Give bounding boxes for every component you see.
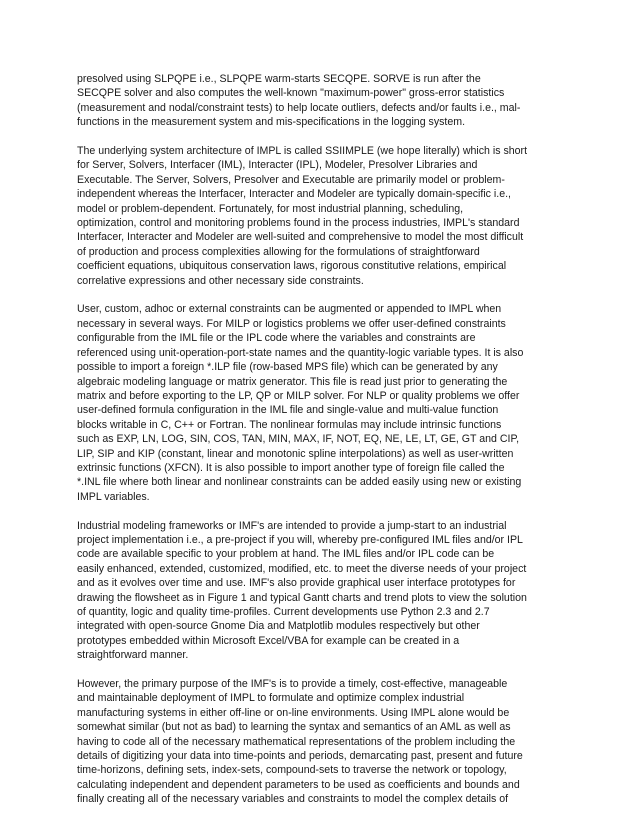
text-line: code are available specific to your problem at hand. The IML files and/or IPL code can be <box>77 548 495 561</box>
text-line: easily enhanced, extended, customized, modified, etc. to meet the diverse needs of your project <box>77 562 527 575</box>
text-line: project implementation i.e., a pre-project if you will, whereby pre-configured IML files and/or IPL <box>77 533 523 546</box>
paragraph-1 <box>77 72 567 130</box>
text-line: drawing the flowsheet as in Figure 1 and typical Gantt charts and trend plots to view the solution <box>77 591 527 604</box>
text-line: functions in the measurement system and mis-specifications in the logging system. <box>77 116 466 129</box>
text-line: necessary in several ways. For MILP or logistics problems we offer user-defined constraints <box>77 317 506 330</box>
text-line: such as EXP, LN, LOG, SIN, COS, TAN, MIN, MAX, IF, NOT, EQ, NE, LE, LT, GE, GT and CIP, <box>77 433 520 446</box>
text-line: details of digitizing your data into time-points and periods, demarcating past, present and future <box>77 750 523 763</box>
text-line: blocks writable in C, C++ or Fortran. The nonlinear formulas may include intrinsic functions <box>77 418 502 431</box>
paragraph-3 <box>77 302 567 504</box>
text-line: of production and process complexities allowing for the formulations of straightforward <box>77 245 480 258</box>
text-line: Interfacer, Interacter and Modeler are well-suited and comprehensive to model the most difficult <box>77 231 524 244</box>
text-line: configurable from the IML file or the IPL code where the variables and constraints are <box>77 332 476 345</box>
text-line: user-defined formula configuration in the IML file and single-value and multi-value function <box>77 404 499 417</box>
text-line: calculating independent and dependent parameters to be used as coefficients and bounds and <box>77 778 520 791</box>
text-line: referenced using unit-operation-port-state names and the quantity-logic variable types. It is also <box>77 346 524 359</box>
text-line: possible to import a foreign *.ILP file (row-based MPS file) which can be generated by any <box>77 361 498 374</box>
text-line: having to code all of the necessary mathematical representations of the problem including the <box>77 735 516 748</box>
text-line: algebraic modeling language or matrix generator. This file is read just prior to generating the <box>77 375 508 388</box>
text-line: However, the primary purpose of the IMF's is to provide a timely, cost-effective, manageable <box>77 678 508 690</box>
text-line: manufacturing systems in either off-line or on-line environments. Using IMPL alone would be <box>77 706 510 719</box>
paragraph-5 <box>77 677 567 807</box>
text-line: presolved using SLPQPE i.e., SLPQPE warm-starts SECQPE. SORVE is run after the <box>77 73 481 85</box>
paragraph-4 <box>77 519 567 663</box>
paragraph-2 <box>77 144 567 288</box>
text-line: IMPL variables. <box>77 490 150 503</box>
text-line: prototypes embedded within Microsoft Excel/VBA for example can be created in a <box>77 634 460 647</box>
text-line: for Server, Solvers, Interfacer (IML), Interacter (IPL), Modeler, Presolver Libraries and <box>77 159 478 172</box>
text-line: LIP, SIP and KIP (constant, linear and monotonic spline interpolations) as well as user-written <box>77 447 514 460</box>
text-line: straightforward manner. <box>77 649 189 662</box>
text-line: independent whereas the Interfacer, Interacter and Modeler are typically domain-specific i.e., <box>77 188 511 201</box>
text-line: integrated with open-source Gnome Dia and Matplotlib modules respectively but other <box>77 620 480 633</box>
text-line: extrinsic functions (XFCN). It is also possible to import another type of foreign file called the <box>77 461 505 474</box>
text-line: SECQPE solver and also computes the well-known "maximum-power" gross-error statistics <box>77 87 505 100</box>
text-line: finally creating all of the necessary variables and constraints to model the complex details of <box>77 793 509 806</box>
text-line: Executable. The Server, Solvers, Presolver and Executable are primarily model or problem- <box>77 173 505 186</box>
text-line: (measurement and nodal/constraint tests) to help locate outliers, defects and/or faults i.e., mal- <box>77 101 521 114</box>
text-line: correlative expressions and other necessary side constraints. <box>77 274 364 287</box>
text-line: time-horizons, defining sets, index-sets, compound-sets to traverse the network or topology, <box>77 764 507 777</box>
text-line: *.INL file where both linear and nonlinear constraints can be added easily using new or existing <box>77 476 522 489</box>
text-line: model or problem-dependent. Fortunately, for most industrial planning, scheduling, <box>77 202 464 215</box>
body-text <box>77 72 567 821</box>
text-line: somewhat similar (but not as bad) to learning the syntax and semantics of an AML as well as <box>77 721 511 734</box>
text-line: User, custom, adhoc or external constraints can be augmented or appended to IMPL when <box>77 303 502 316</box>
text-line: optimization, control and monitoring problems found in the process industries, IMPL's standard <box>77 217 520 230</box>
text-line: and as it evolves over time and use. IMF's also provide graphical user interface prototypes for <box>77 577 516 590</box>
text-line: coefficient equations, ubiquitous conservation laws, rigorous constitutive relations, empirical <box>77 260 507 273</box>
text-line: The underlying system architecture of IMPL is called SSIIMPLE (we hope literally) which is short <box>77 145 528 158</box>
text-line: and maintainable deployment of IMPL to formulate and optimize complex industrial <box>77 692 465 705</box>
text-line: of quantity, logic and quality time-profiles. Current developments use Python 2.3 and 2.7 <box>77 605 490 618</box>
text-line: Industrial modeling frameworks or IMF's are intended to provide a jump-start to an industrial <box>77 519 507 532</box>
text-line: matrix and before exporting to the LP, QP or MILP solver. For NLP or quality problems we offer <box>77 389 520 402</box>
